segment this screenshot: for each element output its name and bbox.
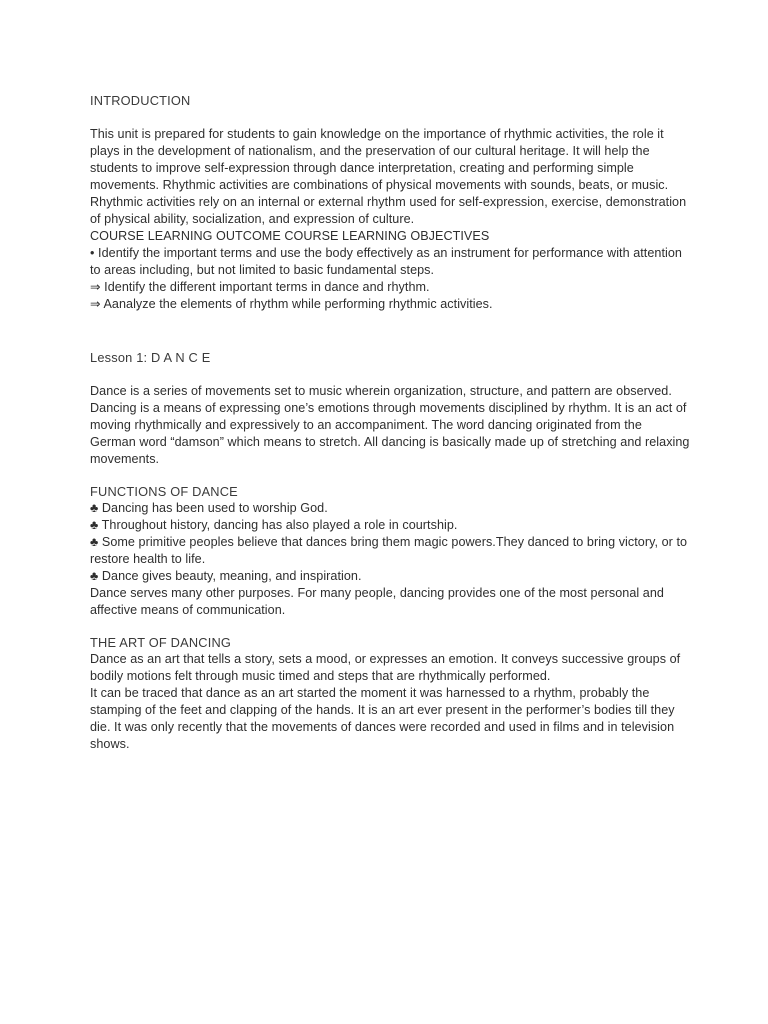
objective-item bbox=[90, 279, 690, 296]
introduction-heading: INTRODUCTION bbox=[90, 93, 191, 108]
objectives-heading: COURSE LEARNING OUTCOME COURSE LEARNING OBJECTIVES bbox=[90, 229, 490, 243]
objective-text: Identify the different important terms in dance and rhythm. bbox=[104, 280, 430, 294]
objective-item bbox=[90, 245, 690, 279]
lesson-heading: Lesson 1: D A N C E bbox=[90, 350, 211, 365]
art-paragraph: Dance as an art that tells a story, sets a mood, or expresses an emotion. It conveys successive groups of bodily motions felt through music timed and steps that are rhythmically performed. bbox=[90, 652, 681, 683]
club-icon: ♣ bbox=[90, 518, 99, 532]
lesson-paragraph: Dance is a series of movements set to music wherein organization, structure, and pattern are observed. bbox=[90, 384, 672, 398]
objective-text: Identify the important terms and use the body effectively as an instrument for performance with attention to areas including, but not limited to basic fundamental steps. bbox=[90, 246, 682, 277]
club-icon: ♣ bbox=[90, 535, 99, 549]
function-text: Throughout history, dancing has also played a role in courtship. bbox=[101, 518, 458, 532]
arrow-icon: ⇒ bbox=[90, 297, 101, 311]
objective-item bbox=[90, 296, 690, 313]
function-item bbox=[90, 517, 690, 534]
function-text: Dancing has been used to worship God. bbox=[101, 501, 328, 515]
function-text: Dance gives beauty, meaning, and inspiration. bbox=[101, 569, 362, 583]
function-item bbox=[90, 568, 690, 585]
club-icon: ♣ bbox=[90, 501, 99, 515]
function-text: Some primitive peoples believe that dances bring them magic powers.They danced to bring victory, or to restore health to life. bbox=[90, 535, 688, 566]
introduction-paragraph: This unit is prepared for students to gain knowledge on the importance of rhythmic activities, the role it plays in the development of nationalism, and the preservation of our cultural heritage. It will help the students to improve self-expression through dance interpretation, creating and performing simple movements. Rhythmic activities are combinations of physical movements with sounds, beats, or music. Rhythmic activities rely on an internal or external rhythm used for self-expression, exercise, demonstration of physical ability, socialization, and expression of culture. bbox=[90, 127, 687, 226]
art-heading: THE ART OF DANCING bbox=[90, 635, 232, 650]
functions-heading: FUNCTIONS OF DANCE bbox=[90, 484, 238, 499]
bullet-icon: • bbox=[90, 246, 95, 260]
objective-text: Aanalyze the elements of rhythm while performing rhythmic activities. bbox=[103, 297, 493, 311]
document-page bbox=[90, 92, 690, 753]
lesson-paragraph: Dancing is a means of expressing one’s emotions through movements disciplined by rhythm. It is an act of moving rhythmically and expressively to an accompaniment. The word dancing originated from the German word “damson” which means to stretch. All dancing is basically made up of stretching and relaxing movements. bbox=[90, 401, 690, 466]
club-icon: ♣ bbox=[90, 569, 99, 583]
art-paragraph: It can be traced that dance as an art started the moment it was harnessed to a rhythm, probably the stamping of the feet and clapping of the hands. It is an art ever present in the performer’s bodies till they die. It was only recently that the movements of dances were recorded and used in films and in television shows. bbox=[90, 686, 675, 751]
functions-closing-paragraph: Dance serves many other purposes. For many people, dancing provides one of the most personal and affective means of communication. bbox=[90, 586, 664, 617]
function-item bbox=[90, 500, 690, 517]
arrow-icon: ⇒ bbox=[90, 280, 101, 294]
function-item bbox=[90, 534, 690, 568]
